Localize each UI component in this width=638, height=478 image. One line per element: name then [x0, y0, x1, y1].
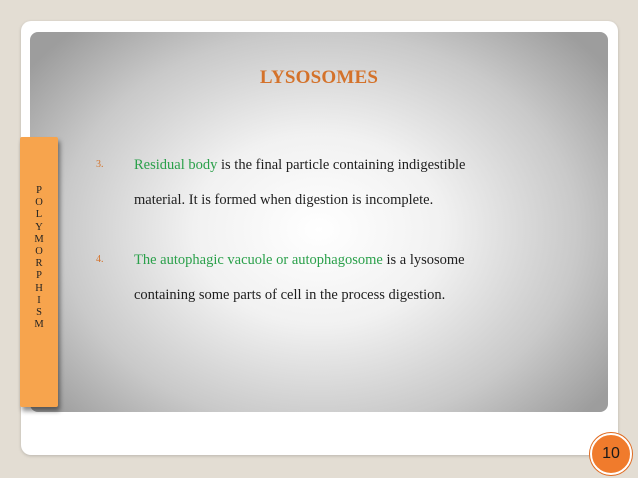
highlighted-term: Residual body [134, 157, 218, 173]
sidebar-vertical-text [20, 185, 58, 331]
list-item-line [134, 252, 465, 269]
sidebar-letter: L [35, 209, 43, 221]
sidebar-letter: O [35, 197, 43, 209]
sidebar-letter: R [35, 258, 43, 270]
list-item-line: containing some parts of cell in the process digestion. [134, 287, 446, 303]
sidebar-letter: O [35, 246, 43, 258]
sidebar-banner [20, 137, 58, 407]
page-number-badge [590, 433, 632, 475]
list-item-text: is the final particle containing indigestible [217, 157, 466, 173]
list-item-text: is a lysosome [382, 252, 465, 268]
content-panel [30, 32, 608, 412]
sidebar-letter: I [37, 294, 41, 306]
page-number: 10 [602, 445, 620, 462]
list-item-number: 3. [96, 159, 104, 170]
sidebar-letter: P [36, 185, 42, 196]
sidebar-letter: M [34, 233, 44, 245]
sidebar-letter: H [35, 282, 43, 294]
sidebar-letter: S [36, 307, 42, 319]
list-item-number: 4. [96, 254, 104, 265]
highlighted-term: The autophagic vacuole or autophagosome [134, 252, 383, 268]
sidebar-letter: P [36, 270, 42, 282]
slide-title: LYSOSOMES [259, 67, 379, 88]
list-item-line: material. It is formed when digestion is incomplete. [134, 192, 434, 208]
list-item-line [134, 157, 465, 174]
sidebar-letter: M [34, 319, 44, 331]
sidebar-letter: Y [35, 221, 43, 233]
